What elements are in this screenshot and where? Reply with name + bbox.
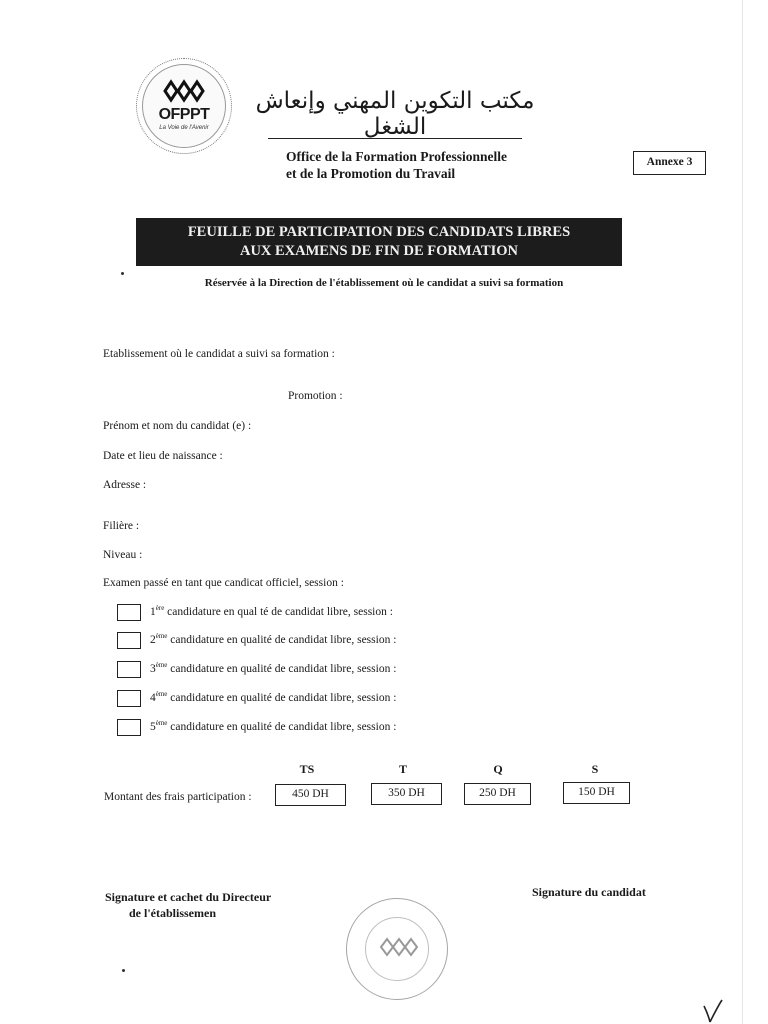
candidature-2-label: 2ème candidature en qualité de candidat libre, session : [150, 632, 397, 646]
title-line-1: FEUILLE DE PARTICIPATION DES CANDIDATS LIBRES [187, 224, 571, 240]
fee-level-q: Q [493, 762, 503, 776]
candidature-5-label: 5ème candidature en qualité de candidat libre, session : [150, 719, 397, 733]
fee-amount-q: 250 DH [464, 783, 531, 805]
handwritten-mark-icon [700, 998, 726, 1024]
fee-level-t: T [398, 762, 407, 776]
title-banner [136, 218, 622, 266]
niveau-field[interactable]: Niveau : [103, 549, 143, 561]
etablissement-field[interactable]: Etablissement où le candidat a suivi sa formation : [103, 348, 335, 360]
candidature-4-checkbox[interactable] [117, 690, 141, 707]
candidature-2-checkbox[interactable] [117, 632, 141, 649]
fee-amount-t: 350 DH [371, 783, 442, 805]
candidature-4-label: 4ème candidature en qualité de candidat libre, session : [150, 690, 397, 704]
fee-amount-s: 150 DH [563, 782, 630, 804]
header-divider [268, 138, 522, 139]
fee-level-ts: TS [299, 762, 315, 776]
fees-label: Montant des frais participation : [104, 791, 252, 803]
annex-label: Annexe 3 [633, 151, 706, 175]
reserved-note: Réservée à la Direction de l'établissement où le candidat a suivi sa formation [204, 277, 564, 289]
candidature-1-checkbox[interactable] [117, 604, 141, 621]
arabic-title: مكتب التكوين المهني وإنعاش الشغل [255, 88, 535, 140]
filiere-field[interactable]: Filière : [103, 520, 140, 532]
logo-rings-icon [161, 78, 207, 104]
address-field[interactable]: Adresse : [103, 479, 147, 491]
candidature-5-checkbox[interactable] [117, 719, 141, 736]
candidate-signature-label: Signature du candidat [532, 885, 646, 899]
fee-amount-ts: 450 DH [275, 784, 346, 806]
logo-text: OFPPT [158, 106, 210, 123]
title-line-2: AUX EXAMENS DE FIN DE FORMATION [239, 243, 519, 259]
candidature-1-label: 1ère candidature en qual té de candidat libre, session : [150, 604, 393, 618]
official-stamp [346, 898, 448, 1000]
candidature-3-label: 3ème candidature en qualité de candidat libre, session : [150, 661, 397, 675]
birth-date-place-field[interactable]: Date et lieu de naissance : [103, 450, 223, 462]
office-name-line-2: et de la Promotion du Travail [286, 166, 456, 181]
ofppt-logo [136, 58, 232, 154]
director-signature-label [105, 889, 271, 921]
stamp-emblem-icon [347, 899, 447, 999]
director-signature-line-1: Signature et cachet du Directeur [105, 890, 272, 904]
exam-session-field[interactable]: Examen passé en tant que candicat officiel, session : [103, 577, 344, 589]
office-name-line-1: Office de la Formation Professionnelle [286, 149, 507, 164]
logo-subtitle: La Voie de l'Avenir [159, 125, 209, 131]
scan-speck [122, 969, 125, 972]
candidature-3-checkbox[interactable] [117, 661, 141, 678]
candidate-name-field[interactable]: Prénom et nom du candidat (e) : [103, 420, 252, 432]
fee-level-s: S [591, 762, 599, 776]
scan-speck [121, 272, 124, 275]
director-signature-line-2: de l'établissemen [129, 906, 216, 920]
scan-edge [742, 0, 743, 1024]
promotion-field[interactable]: Promotion : [288, 390, 343, 402]
